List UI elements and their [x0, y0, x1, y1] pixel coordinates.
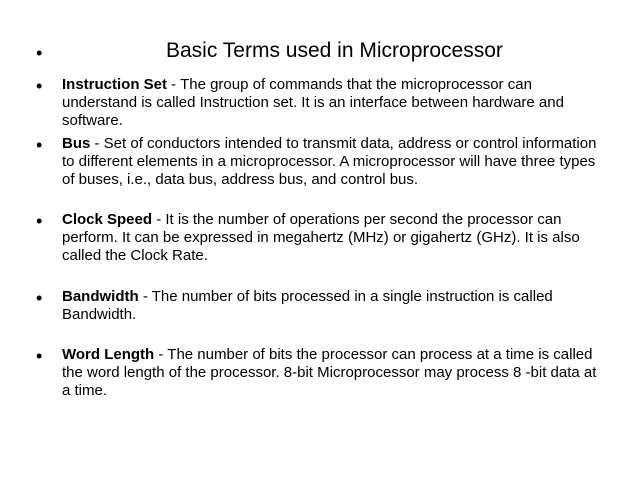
list-item-body	[62, 288, 607, 324]
term-label: Bandwidth	[62, 288, 139, 305]
bullet-icon: •	[36, 43, 43, 63]
bullet-icon: •	[36, 346, 43, 366]
list-item-body	[62, 76, 607, 130]
list-item-body	[62, 346, 607, 400]
term-description: - Set of conductors intended to transmit data, address or control information to different elements in a microprocessor. A microprocessor will have three types of buses, i.e., data bus, address bus, and control bus.	[62, 135, 597, 188]
bullet-icon: •	[36, 76, 43, 96]
term-description: - The group of commands that the microprocessor can understand is called Instruction set. It is an interface between hardware and software.	[62, 76, 564, 129]
term-description: - The number of bits the processor can process at a time is called the word length of the processor. 8-bit Microprocessor may process 8 -bit data at a time.	[62, 346, 597, 399]
bullet-icon: •	[36, 288, 43, 308]
term-label: Word Length	[62, 346, 155, 363]
term-label: Clock Speed	[62, 211, 153, 228]
list-item-body	[62, 135, 607, 189]
term-description: - It is the number of operations per second the processor can perform. It can be expressed in megahertz (MHz) or gigahertz (GHz). It is also called the Clock Rate.	[62, 211, 580, 264]
term-label: Instruction Set	[62, 76, 168, 93]
list-item-body	[62, 211, 607, 265]
slide-title: Basic Terms used in Microprocessor	[166, 39, 503, 62]
bullet-icon: •	[36, 211, 43, 231]
term-description: - The number of bits processed in a single instruction is called Bandwidth.	[62, 288, 553, 323]
bullet-icon: •	[36, 135, 43, 155]
term-label: Bus	[62, 135, 91, 152]
title-row	[0, 38, 638, 64]
